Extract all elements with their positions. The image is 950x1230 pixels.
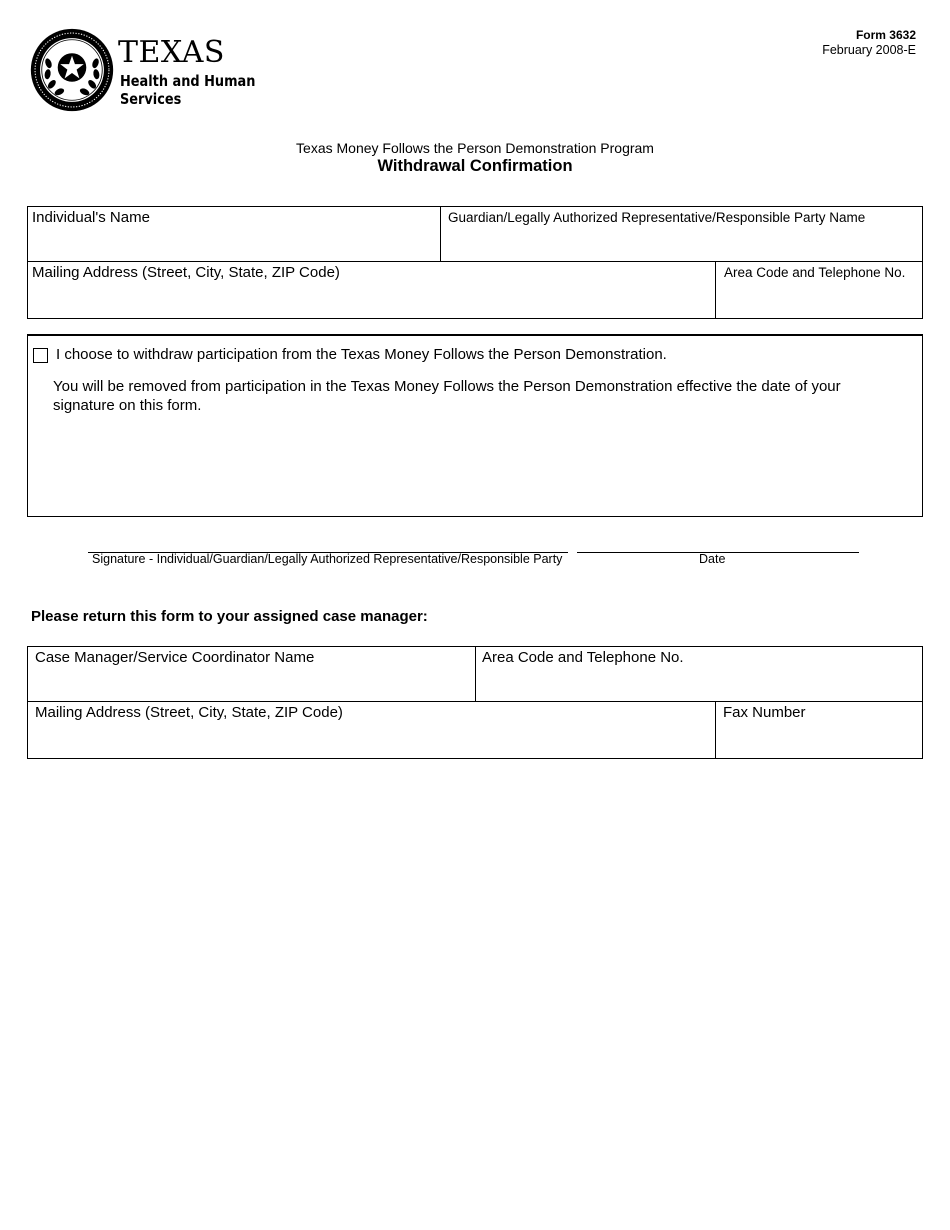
individual-name-label: Individual's Name [32,209,150,226]
form-number: Form 3632 [855,28,916,42]
withdraw-checkbox[interactable] [33,348,48,363]
case-manager-telephone-label: Area Code and Telephone No. [482,649,684,666]
signature-label: Signature - Individual/Guardian/Legally Authorized Representative/Responsible Party [92,552,563,566]
telephone-label: Area Code and Telephone No. [724,265,906,280]
return-instruction: Please return this form to your assigned case manager: [31,608,428,625]
form-revision-date: February 2008-E [822,43,916,57]
logo-subtitle-line1: Health and Human [120,72,256,90]
case-manager-name-field[interactable] [28,647,474,701]
guardian-name-field[interactable] [441,207,922,261]
mailing-address-label: Mailing Address (Street, City, State, ZIP Code) [32,264,340,281]
withdrawal-notice: You will be removed from participation in the Texas Money Follows the Person Demonstration effective the date of your signature on this form. [53,378,841,414]
program-name: Texas Money Follows the Person Demonstration Program [296,140,654,156]
withdraw-checkbox-label: I choose to withdraw participation from the Texas Money Follows the Person Demonstration. [56,346,667,363]
individual-name-field[interactable] [28,207,439,261]
date-label: Date [699,552,726,566]
texas-seal-logo [30,28,114,112]
case-manager-address-label: Mailing Address (Street, City, State, ZIP Code) [35,704,343,721]
page-title: Withdrawal Confirmation [377,157,573,175]
fax-label: Fax Number [723,704,806,721]
mailing-address-field[interactable] [28,262,714,318]
guardian-name-label: Guardian/Legally Authorized Representative/Responsible Party Name [448,210,866,225]
case-manager-telephone-field[interactable] [476,647,922,701]
fax-field[interactable] [716,702,922,758]
logo-subtitle-line2: Services [120,90,182,108]
logo-texas-text: TEXAS [118,35,225,70]
telephone-field[interactable] [716,262,922,318]
case-manager-address-field[interactable] [28,702,714,758]
case-manager-name-label: Case Manager/Service Coordinator Name [35,649,315,666]
